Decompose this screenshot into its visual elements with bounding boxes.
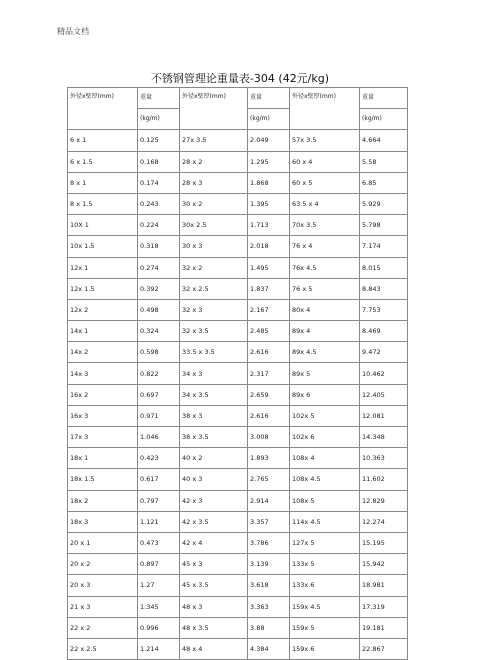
table-row [68, 617, 408, 638]
table-row [68, 532, 408, 553]
cell-weight-a: 0.318 [138, 236, 180, 257]
cell-weight-a: 0.996 [138, 617, 180, 638]
cell-weight-c: 8.015 [360, 257, 408, 278]
cell-weight-c: 15.195 [360, 532, 408, 553]
cell-weight-c: 19.181 [360, 617, 408, 638]
cell-spec-a: 18x 2 [68, 490, 138, 511]
cell-weight-c: 9.472 [360, 342, 408, 363]
cell-weight-b: 2.485 [248, 321, 290, 342]
weight-table-container [67, 87, 407, 660]
table-row [68, 151, 408, 172]
header-spec-1: 外径x壁厚(mm) [68, 88, 138, 130]
table-row [68, 321, 408, 342]
table-row [68, 193, 408, 214]
cell-weight-a: 1.345 [138, 596, 180, 617]
cell-weight-a: 0.392 [138, 278, 180, 299]
cell-weight-c: 14.348 [360, 427, 408, 448]
cell-weight-b: 1.713 [248, 215, 290, 236]
table-row [68, 384, 408, 405]
cell-spec-b: 38 x 3 [180, 405, 248, 426]
cell-weight-c: 18.981 [360, 575, 408, 596]
table-row [68, 469, 408, 490]
cell-spec-c: 89x 4.5 [290, 342, 360, 363]
header-spec-3: 外径x壁厚(mm) [290, 88, 360, 130]
cell-spec-c: 127x 5 [290, 532, 360, 553]
cell-weight-a: 0.822 [138, 363, 180, 384]
cell-weight-a: 1.121 [138, 511, 180, 532]
cell-spec-a: 16x 2 [68, 384, 138, 405]
cell-weight-a: 0.617 [138, 469, 180, 490]
cell-spec-a: 8 x 1.5 [68, 193, 138, 214]
cell-spec-c: 89x 5 [290, 363, 360, 384]
cell-weight-b: 2.616 [248, 405, 290, 426]
page-title: 不锈钢管理论重量表-304 (42元/kg) [150, 72, 330, 85]
cell-weight-c: 5.798 [360, 215, 408, 236]
cell-spec-a: 14x 3 [68, 363, 138, 384]
cell-weight-b: 2.616 [248, 342, 290, 363]
cell-weight-a: 0.897 [138, 554, 180, 575]
cell-weight-a: 1.27 [138, 575, 180, 596]
header-weight-1: 重量 [138, 88, 180, 109]
cell-spec-b: 42 x 3.5 [180, 511, 248, 532]
cell-spec-c: 159x 6 [290, 638, 360, 659]
cell-weight-a: 0.125 [138, 130, 180, 151]
cell-weight-b: 1.837 [248, 278, 290, 299]
cell-spec-b: 38 x 3.5 [180, 427, 248, 448]
cell-spec-a: 12x 2 [68, 299, 138, 320]
table-row [68, 490, 408, 511]
cell-spec-b: 42 x 4 [180, 532, 248, 553]
header-spec-2: 外径x壁厚(mm) [180, 88, 248, 130]
cell-weight-b: 1.495 [248, 257, 290, 278]
table-row [68, 427, 408, 448]
cell-spec-c: 102x 6 [290, 427, 360, 448]
table-header-row [68, 88, 408, 109]
cell-weight-b: 2.914 [248, 490, 290, 511]
cell-weight-b: 2.049 [248, 130, 290, 151]
cell-weight-c: 15.942 [360, 554, 408, 575]
cell-spec-c: 76 x 4 [290, 236, 360, 257]
cell-weight-b: 1.893 [248, 448, 290, 469]
cell-spec-b: 40 x 2 [180, 448, 248, 469]
cell-spec-c: 60 x 4 [290, 151, 360, 172]
cell-spec-a: 18x 1.5 [68, 469, 138, 490]
cell-spec-b: 42 x 3 [180, 490, 248, 511]
cell-spec-b: 30 x 2 [180, 193, 248, 214]
cell-weight-c: 10.363 [360, 448, 408, 469]
table-row [68, 236, 408, 257]
cell-weight-a: 0.174 [138, 172, 180, 193]
cell-spec-b: 45 x 3.5 [180, 575, 248, 596]
cell-spec-c: 63.5 x 4 [290, 193, 360, 214]
cell-weight-b: 1.395 [248, 193, 290, 214]
cell-spec-c: 159x 5 [290, 617, 360, 638]
cell-weight-c: 22.867 [360, 638, 408, 659]
table-row [68, 596, 408, 617]
table-row [68, 575, 408, 596]
cell-weight-a: 0.598 [138, 342, 180, 363]
table-row [68, 215, 408, 236]
cell-spec-c: 89x 6 [290, 384, 360, 405]
header-mark: 精品文档 [57, 27, 89, 36]
cell-weight-b: 2.018 [248, 236, 290, 257]
cell-weight-a: 0.971 [138, 405, 180, 426]
cell-spec-a: 14x 2 [68, 342, 138, 363]
cell-spec-b: 32 x 3.5 [180, 321, 248, 342]
cell-weight-b: 3.618 [248, 575, 290, 596]
cell-spec-b: 28 x 2 [180, 151, 248, 172]
cell-spec-a: 18x 1 [68, 448, 138, 469]
cell-spec-c: 76x 4.5 [290, 257, 360, 278]
table-row [68, 363, 408, 384]
cell-weight-b: 3.139 [248, 554, 290, 575]
cell-spec-a: 22 x 2.5 [68, 638, 138, 659]
cell-weight-b: 3.357 [248, 511, 290, 532]
cell-weight-a: 0.243 [138, 193, 180, 214]
cell-weight-a: 0.274 [138, 257, 180, 278]
cell-weight-c: 12.829 [360, 490, 408, 511]
cell-spec-c: 108x 5 [290, 490, 360, 511]
cell-weight-c: 8.843 [360, 278, 408, 299]
cell-weight-b: 3.363 [248, 596, 290, 617]
cell-weight-b: 2.317 [248, 363, 290, 384]
cell-weight-c: 4.664 [360, 130, 408, 151]
cell-weight-b: 1.295 [248, 151, 290, 172]
cell-spec-a: 20 x 2 [68, 554, 138, 575]
cell-weight-a: 0.224 [138, 215, 180, 236]
cell-weight-c: 11.602 [360, 469, 408, 490]
cell-spec-b: 48 x 3 [180, 596, 248, 617]
cell-spec-c: 57x 3.5 [290, 130, 360, 151]
cell-spec-b: 45 x 3 [180, 554, 248, 575]
cell-weight-c: 7.174 [360, 236, 408, 257]
header-unit-3: (kg/m) [360, 109, 408, 130]
cell-weight-a: 1.046 [138, 427, 180, 448]
cell-spec-b: 28 x 3 [180, 172, 248, 193]
cell-weight-b: 3.88 [248, 617, 290, 638]
cell-spec-a: 21 x 3 [68, 596, 138, 617]
cell-weight-b: 2.765 [248, 469, 290, 490]
cell-weight-b: 1.868 [248, 172, 290, 193]
cell-weight-a: 0.498 [138, 299, 180, 320]
header-unit-2: (kg/m) [248, 109, 290, 130]
header-unit-1: (kg/m) [138, 109, 180, 130]
cell-weight-a: 0.324 [138, 321, 180, 342]
cell-spec-b: 32 x 3 [180, 299, 248, 320]
cell-spec-c: 76 x 5 [290, 278, 360, 299]
cell-spec-c: 80x 4 [290, 299, 360, 320]
cell-weight-c: 12.081 [360, 405, 408, 426]
cell-spec-a: 20 x 1 [68, 532, 138, 553]
table-row [68, 448, 408, 469]
cell-spec-a: 12x 1 [68, 257, 138, 278]
cell-spec-a: 10X 1 [68, 215, 138, 236]
cell-spec-c: 108x 4.5 [290, 469, 360, 490]
cell-weight-c: 17.319 [360, 596, 408, 617]
cell-weight-c: 10.462 [360, 363, 408, 384]
cell-spec-c: 102x 5 [290, 405, 360, 426]
cell-spec-b: 30x 2.5 [180, 215, 248, 236]
cell-weight-b: 2.167 [248, 299, 290, 320]
cell-weight-b: 3.008 [248, 427, 290, 448]
header-weight-2: 重量 [248, 88, 290, 109]
table-row [68, 342, 408, 363]
cell-spec-c: 89x 4 [290, 321, 360, 342]
table-row [68, 511, 408, 532]
cell-spec-a: 10x 1.5 [68, 236, 138, 257]
cell-weight-a: 0.423 [138, 448, 180, 469]
cell-weight-a: 1.214 [138, 638, 180, 659]
cell-weight-a: 0.797 [138, 490, 180, 511]
cell-weight-b: 3.786 [248, 532, 290, 553]
table-body [68, 88, 408, 660]
table-row [68, 554, 408, 575]
cell-weight-c: 8.469 [360, 321, 408, 342]
table-row [68, 172, 408, 193]
cell-spec-c: 133x 6 [290, 575, 360, 596]
cell-spec-b: 48 x 4 [180, 638, 248, 659]
cell-spec-a: 22 x 2 [68, 617, 138, 638]
cell-weight-a: 0.473 [138, 532, 180, 553]
cell-weight-c: 6.85 [360, 172, 408, 193]
table-row [68, 278, 408, 299]
cell-spec-b: 34 x 3 [180, 363, 248, 384]
table-row [68, 299, 408, 320]
cell-spec-b: 40 x 3 [180, 469, 248, 490]
cell-spec-c: 70x 3.5 [290, 215, 360, 236]
cell-weight-a: 0.697 [138, 384, 180, 405]
cell-spec-b: 32 x 2.5 [180, 278, 248, 299]
cell-weight-c: 5.58 [360, 151, 408, 172]
cell-weight-c: 12.274 [360, 511, 408, 532]
cell-spec-b: 34 x 3.5 [180, 384, 248, 405]
cell-weight-c: 7.753 [360, 299, 408, 320]
cell-spec-c: 108x 4 [290, 448, 360, 469]
cell-spec-c: 114x 4.5 [290, 511, 360, 532]
cell-spec-b: 33.5 x 3.5 [180, 342, 248, 363]
cell-spec-c: 133x 5 [290, 554, 360, 575]
cell-spec-a: 8 x 1 [68, 172, 138, 193]
cell-weight-c: 12.405 [360, 384, 408, 405]
cell-spec-a: 17x 3 [68, 427, 138, 448]
cell-spec-b: 32 x 2 [180, 257, 248, 278]
cell-weight-a: 0.168 [138, 151, 180, 172]
cell-spec-a: 14x 1 [68, 321, 138, 342]
cell-spec-a: 6 x 1 [68, 130, 138, 151]
table-row [68, 638, 408, 659]
cell-spec-b: 48 x 3.5 [180, 617, 248, 638]
cell-weight-b: 4.384 [248, 638, 290, 659]
cell-spec-a: 18x 3 [68, 511, 138, 532]
table-row [68, 405, 408, 426]
cell-weight-b: 2.659 [248, 384, 290, 405]
cell-spec-a: 20 x 3 [68, 575, 138, 596]
cell-spec-a: 12x 1.5 [68, 278, 138, 299]
table-row [68, 130, 408, 151]
cell-spec-c: 60 x 5 [290, 172, 360, 193]
cell-spec-a: 6 x 1.5 [68, 151, 138, 172]
cell-spec-c: 159x 4.5 [290, 596, 360, 617]
cell-weight-c: 5.929 [360, 193, 408, 214]
cell-spec-b: 27x 3.5 [180, 130, 248, 151]
header-weight-3: 重量 [360, 88, 408, 109]
weight-table [67, 87, 408, 660]
table-row [68, 257, 408, 278]
cell-spec-b: 30 x 3 [180, 236, 248, 257]
cell-spec-a: 16x 3 [68, 405, 138, 426]
